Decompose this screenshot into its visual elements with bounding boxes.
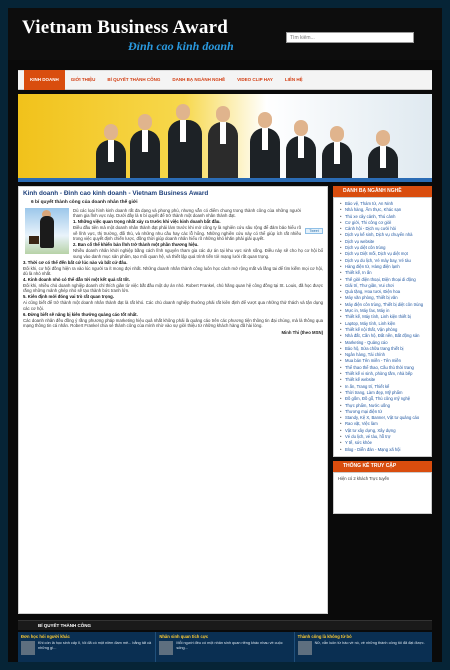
- nav-item-kinh-doanh[interactable]: KINH DOANH: [24, 70, 65, 90]
- article-paragraph: Nhiều doanh nhân khởi nghiệp bằng cách lĩnh nguyên tham gia các dự án tại khu vực sinh sống. Điều này sẽ cho họ cơ hội bổ sung vào danh mục sản phẩm, tạo mối quan hệ, và thiết lập quá trình tiến tới mạng lưới rất quan trọng.: [73, 248, 323, 259]
- footer-heading[interactable]: Thành công là không từ bỏ: [297, 634, 352, 639]
- category-link[interactable]: • Laptop, Máy tính, Linh kiện: [340, 321, 429, 327]
- banner-strip: [18, 178, 432, 182]
- category-link[interactable]: • Thời trang, Làm đẹp, Mỹ phẩm: [340, 390, 429, 396]
- category-link[interactable]: • Đồ gốm, Đồ gỗ, Thủ công mỹ nghệ: [340, 396, 429, 402]
- footer-excerpt: Khi còn là học sinh cấp II, tôi đã có một niềm đam mê... bằng tất cả những gì...: [38, 641, 152, 650]
- category-link[interactable]: • Giải trí, Thư giãn, Vui chơi: [340, 283, 429, 289]
- article-section-heading: 1. Những việc quan trọng nhất xảy ra trước khi việc kinh doanh bắt đầu.: [73, 219, 221, 225]
- category-link[interactable]: • Thương mại điện tử: [340, 409, 429, 415]
- category-link[interactable]: • Thiết kế, Máy tính, Linh kiện thiết bị: [340, 314, 429, 320]
- banner-person: [208, 122, 238, 182]
- article-author: Minh Thi (theo MSN): [281, 329, 323, 335]
- category-link[interactable]: • Mua bán Tên miền - Tên miền: [340, 358, 429, 364]
- tweet-button[interactable]: Tweet: [305, 228, 323, 234]
- category-link[interactable]: • Máy văn phòng, Thiết bị văn: [340, 295, 429, 301]
- category-link[interactable]: • Y tế, sức khỏe: [340, 440, 429, 446]
- article-image: [25, 208, 69, 254]
- footer-column: [295, 632, 432, 662]
- category-link[interactable]: • Thiết kế nội thất, Vận phòng: [340, 327, 429, 333]
- category-link[interactable]: • Thiết kế vi sinh, phòng tắm, nhà bếp: [340, 371, 429, 377]
- footer-column: [18, 632, 156, 662]
- main-nav: [18, 70, 432, 90]
- category-link[interactable]: • Standy, Kệ X, Banner, Vật tư quảng cáo: [340, 415, 429, 421]
- footer-thumbnail[interactable]: [298, 641, 312, 655]
- footer-excerpt: Nữ, vẫn luôn từ hào về nó, về những thành công tôi đã đạt được.: [314, 641, 425, 645]
- article-section-heading: 4. Kinh doanh nhỏ có thể dẫn tới một kết quả rất tốt.: [23, 277, 130, 283]
- category-link[interactable]: • Nhà đất, Cần hộ, Đất nền, Bất động sản: [340, 333, 429, 339]
- categories-heading: DANH BẠ NGÀNH NGHỀ: [333, 186, 432, 197]
- site-logo-tagline: Đỉnh cao kinh doanh: [128, 39, 234, 53]
- footer-section-title: BÍ QUYẾT THÀNH CÔNG: [18, 620, 432, 630]
- category-link[interactable]: • Thực phẩm, Nước uống: [340, 403, 429, 409]
- footer-heading[interactable]: Nhân sinh quan tích cực: [159, 634, 209, 639]
- footer-thumbnail[interactable]: [159, 641, 173, 655]
- category-link[interactable]: • Thể thao thể thao, Cầu thủ thời trang: [340, 365, 429, 371]
- category-link[interactable]: • Nhà hàng, Ẩm thực, Khác sạn: [340, 207, 429, 213]
- category-link[interactable]: • Dịch vụ Diệt mối, Dịch vụ diệt mọt: [340, 251, 429, 257]
- article-subtitle: 6 bí quyết thành công của doanh nhân thế giới: [31, 200, 138, 205]
- article-paragraph: Các doanh nhân đều đồng ý rằng phương pháp marketing hiệu quả nhất không phải là quảng cáo trên các phương tiện thông tin đại chúng, mà là thông qua mạng thông tin cá nhân. Robert Frankel chia sẻ thành công của mình nhờ vào sự giới thiệu từ những khách hàng đã hài lòng.: [23, 317, 323, 329]
- nav-item-bi-quyet[interactable]: BÍ QUYẾT THÀNH CÔNG: [107, 77, 161, 82]
- article-paragraph: Đôi khi, cơ hội đồng hiện ra vào lúc người ta ít mong đợi nhất. Những doanh nhân thành công luôn học cách mở rộng mắt và lắng tai để tìm kiếm mọi cơ hội, dù là nhỏ nhất.: [23, 265, 323, 277]
- banner-person: [96, 140, 126, 182]
- article-section-heading: 5. Kiên định mới đóng vai trò rất quan trọng.: [23, 294, 114, 300]
- category-link[interactable]: • Dịch vụ diệt côn trùng: [340, 245, 429, 251]
- category-link[interactable]: • Mực in, Máy fax, Máy in: [340, 308, 429, 314]
- footer-thumbnail[interactable]: [21, 641, 35, 655]
- nav-item-video[interactable]: VIDEO CLIP HAY: [237, 77, 273, 82]
- category-link[interactable]: • Dịch vụ website: [340, 239, 429, 245]
- category-link[interactable]: • Bảo vệ, Thám tử, An Ninh: [340, 201, 429, 207]
- article-section-heading: 2. Ban cố thể khiến bản lĩnh trở thành một phần thương hiệu.: [73, 242, 199, 248]
- article-section-heading: 6. Đừng biết sẽ nâng bị kiên thưởng quảng cáo tốt nhất.: [23, 311, 138, 317]
- category-link[interactable]: • Ngân hàng, Tài chính: [340, 352, 429, 358]
- banner-person: [130, 130, 160, 182]
- category-link[interactable]: • Thủ xe cây cảnh, Thú cảnh: [340, 214, 429, 220]
- stats-box: [333, 472, 432, 514]
- article-panel: [18, 186, 328, 614]
- banner-person: [286, 136, 316, 182]
- category-link[interactable]: • Thế giới điện thoại, Điện thoại di động: [340, 277, 429, 283]
- nav-item-danh-ba[interactable]: DANH BẠ NGÀNH NGHỀ: [172, 77, 226, 82]
- site-header: [8, 8, 442, 60]
- category-link[interactable]: • Blog - Diễn đàn - Mạng xã hội: [340, 447, 429, 453]
- footer-column: [156, 632, 294, 662]
- categories-list: [333, 197, 432, 457]
- category-link[interactable]: • Vật tư xây dựng, Xây dựng: [340, 428, 429, 434]
- nav-item-lien-he[interactable]: LIÊN HỆ: [284, 77, 303, 82]
- category-link[interactable]: • Bảo hộ, Sửa chữa trang thiết bị: [340, 346, 429, 352]
- banner-person: [250, 128, 280, 182]
- article-paragraph: Điều đầu tiên mà một doanh nhân thành đạt phải làm trước khi mở công ty là nghiên cứu sâu rộng để đảm bảo hiểu rõ về lĩnh vực, thị trường, đối thủ, và những nhu cầu hay các lỗ hổng. Những nghiên cứu này có thể giúp ích rất nhiều trong việc quyết định chiến lược, đồng thời giúp doanh nhân hiểu rõ những khó khăn phải giải quyết.: [73, 225, 301, 242]
- search-input[interactable]: [286, 32, 414, 43]
- category-link[interactable]: • Rao vặt, Việc làm: [340, 421, 429, 427]
- category-link[interactable]: • Máy điện côn trùng, Thiết bị diệt côn trùng: [340, 302, 429, 308]
- stats-text: Hiện có 2 khách Trực tuyến: [338, 475, 390, 481]
- article-title[interactable]: Kinh doanh - Đỉnh cao kinh doanh - Vietnam Business Award: [23, 190, 209, 197]
- footer-excerpt: Mỗi người đều có một nhân sinh quan riêng khác nhau về cuộc sống...: [176, 641, 283, 650]
- nav-item-gioi-thieu[interactable]: GIỚI THIỆU: [70, 77, 96, 82]
- banner-person: [368, 146, 398, 182]
- category-link[interactable]: • Thiết kế website: [340, 377, 429, 383]
- sidebar: [333, 186, 432, 514]
- banner-person: [322, 142, 352, 182]
- category-link[interactable]: • Marketing - Quảng cáo: [340, 340, 429, 346]
- article-paragraph: Ai cũng biết để trở thành một doanh nhân thành đạt là rất khó. Các chủ doanh nghiệp thường phải rất kiên định để vượt qua những thử thách và tận dụng các cơ hội.: [23, 300, 323, 311]
- stats-heading: THỐNG KÊ TRUY CẬP: [333, 461, 432, 472]
- banner-person: [168, 120, 202, 182]
- category-link[interactable]: • Cơ giới, Thi công cơ giới: [340, 220, 429, 226]
- category-link[interactable]: • Thiết kế, In ấn: [340, 270, 429, 276]
- article-section-heading: 3. Thời cơ có thể đến bất cứ lúc nào và bất cứ đâu.: [23, 259, 128, 265]
- footer-heading[interactable]: Đơn học hỏi người khác: [21, 634, 70, 639]
- footer: [18, 632, 432, 662]
- category-link[interactable]: • Dịch vụ kế sinh, Dịch vụ chuyển nhà: [340, 232, 429, 238]
- site-logo-title[interactable]: Vietnam Business Award: [22, 17, 229, 38]
- article-paragraph: Dù các loại hình kinh doanh rất đa dạng và phong phú, nhưng vẫn có điểm chung trong thành công của những người tham gia lĩnh vực này. Dưới đây là 6 bí quyết để trở thành một doanh nhân thành đạt.: [73, 208, 301, 219]
- category-link[interactable]: • Hàng điện tử, Hàng điện lạnh: [340, 264, 429, 270]
- category-link[interactable]: • Cảnh hội - Dịch vụ cưới hỏi: [340, 226, 429, 232]
- hero-banner-image: [18, 94, 432, 182]
- category-link[interactable]: • Vé du lịch, vé tàu, hỗ trợ: [340, 434, 429, 440]
- article-paragraph: Đôi khi, nhiều chủ doanh nghiệp doanh chỉ thích giản từ việc bắt đầu một dự án nhỏ. Robert Frankel, chủ hãng quan hệ công đồng tại St. Louis, đã học được rằng những mảnh ghép nhỏ sẽ tạo thành bức tranh lớn.: [23, 283, 323, 294]
- category-link[interactable]: • Quà tặng, Hoa tươi, Điện hoa: [340, 289, 429, 295]
- category-link[interactable]: • Dịch vụ du lịch, Vé máy bay, Vé tàu: [340, 258, 429, 264]
- page-frame: [8, 8, 442, 662]
- category-link[interactable]: • In ấn, Trang trí, Thiết kế: [340, 384, 429, 390]
